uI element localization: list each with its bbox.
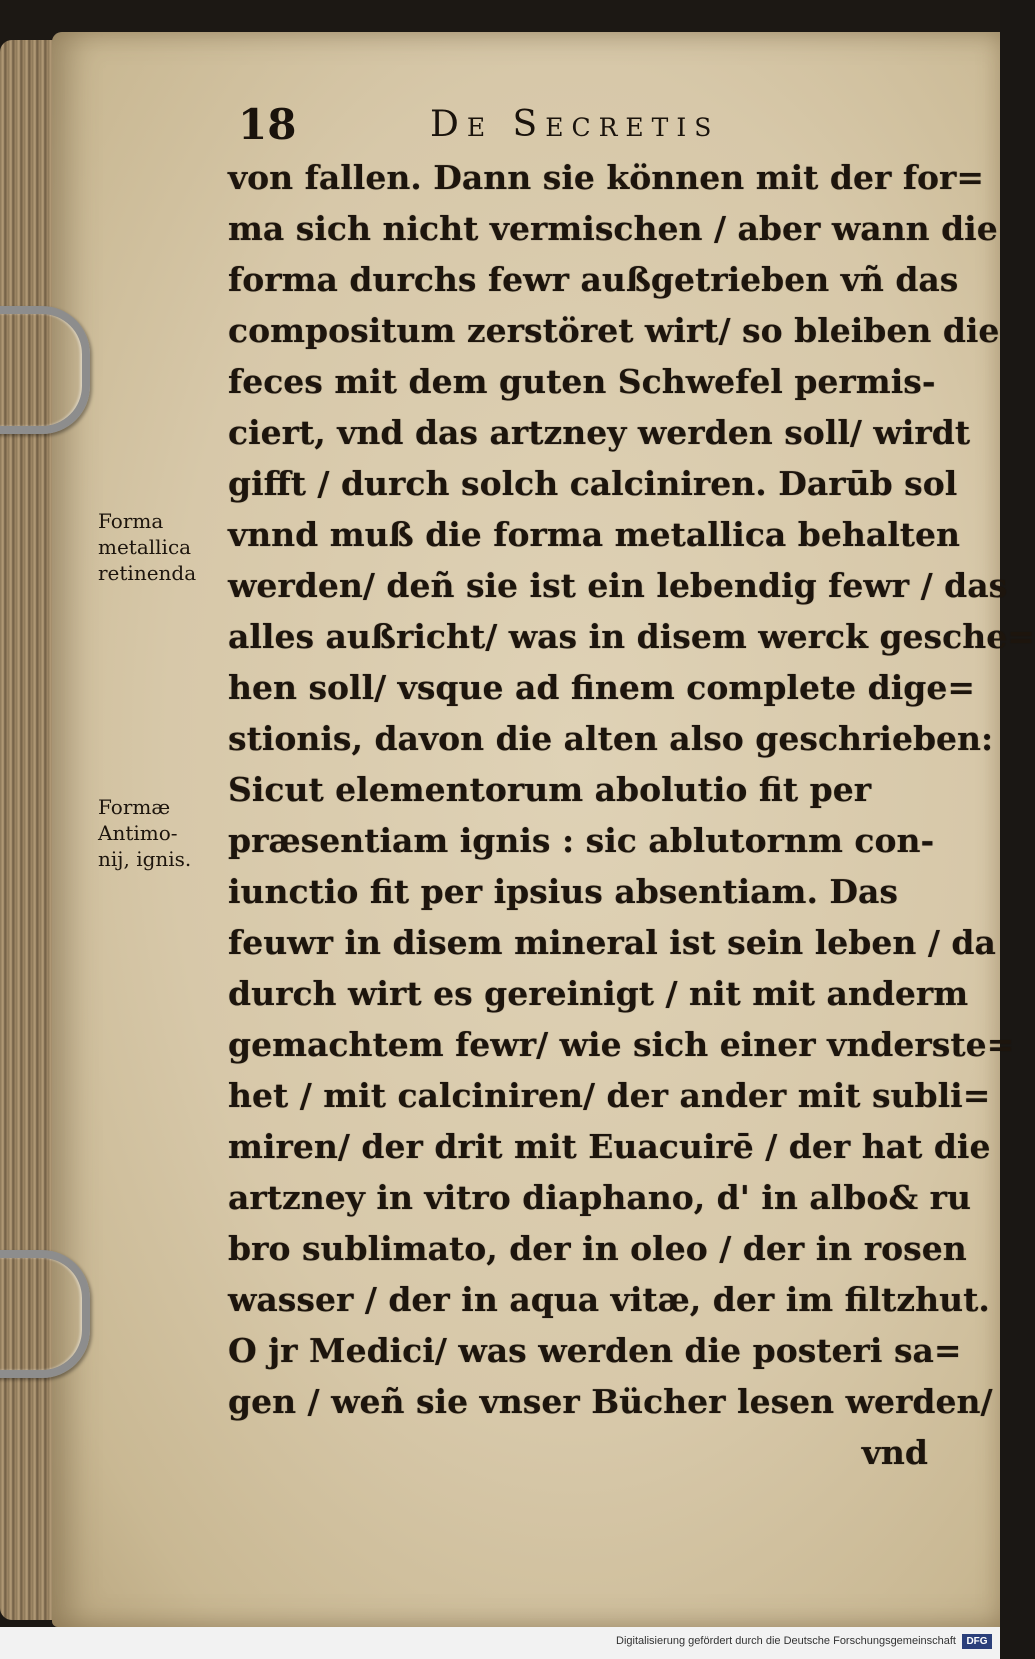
text-line: præsentiam ignis : sic ablutornm con- (228, 821, 935, 860)
text-line: miren/ der drit mit Euacuirē / der hat die (228, 1127, 991, 1166)
digitization-note: Digitalisierung gefördert durch die Deutsche Forschungsgemeinschaft (616, 1635, 956, 1647)
text-line: gen / weñ sie vnser Bücher lesen werden/ (228, 1382, 993, 1421)
marginal-note-line: metallica (98, 535, 192, 559)
text-line: ma sich nicht vermischen / aber wann die (228, 209, 998, 248)
text-line: gifft / durch solch calciniren. Darūb sol (228, 464, 958, 503)
text-line: bro sublimato, der in oleo / der in rosen (228, 1229, 967, 1268)
text-line: durch wirt es gereinigt / nit mit anderm (228, 974, 969, 1013)
text-line: von fallen. Dann sie können mit der for= (228, 158, 985, 197)
text-line: compositum zerstöret wirt/ so bleiben die (228, 311, 1000, 350)
marginal-note-line: Formæ (98, 795, 171, 819)
body-text (228, 152, 1035, 1478)
dfg-logo: DFG (962, 1634, 992, 1649)
text-line: hen soll/ vsque ad finem complete dige= (228, 668, 975, 707)
marginal-note-line: retinenda (98, 561, 197, 585)
text-line: stionis, davon die alten also geschrieben: (228, 719, 994, 758)
marginal-note (98, 508, 238, 586)
text-line: feces mit dem guten Schwefel permis- (228, 362, 936, 401)
marginal-note (98, 794, 238, 872)
text-line: wasser / der in aqua vitæ, der im filtzhut. (228, 1280, 990, 1319)
text-line: iunctio fit per ipsius absentiam. Das (228, 872, 899, 911)
metal-clip-bottom (0, 1250, 90, 1378)
text-line: Sicut elementorum abolutio fit per (228, 770, 872, 809)
catchword: vnd (861, 1433, 928, 1472)
marginal-note-line: nij, ignis. (98, 847, 192, 871)
text-line: werden/ deñ sie ist ein lebendig fewr / das (228, 566, 1008, 605)
text-line: alles außricht/ was in disem werck gesche= (228, 617, 1035, 656)
footer-bar (0, 1627, 1000, 1659)
text-line: artzney in vitro diaphano, d' in albo& ru (228, 1178, 972, 1217)
text-line: het / mit calciniren/ der ander mit subli= (228, 1076, 991, 1115)
text-line: ciert, vnd das artzney werden soll/ wirdt (228, 413, 971, 452)
text-line: gemachtem fewr/ wie sich einer vnderste= (228, 1025, 1015, 1064)
running-title: De Secretis (430, 104, 720, 145)
text-line: O jr Medici/ was werden die posteri sa= (228, 1331, 962, 1370)
text-line: vnnd muß die forma metallica behalten (228, 515, 960, 554)
marginal-note-line: Forma (98, 509, 164, 533)
text-line: feuwr in disem mineral ist sein leben / da (228, 923, 996, 962)
page-number: 18 (238, 100, 297, 149)
metal-clip-top (0, 306, 90, 434)
text-line: forma durchs fewr außgetrieben vñ das (228, 260, 959, 299)
marginal-note-line: Antimo- (98, 821, 178, 845)
